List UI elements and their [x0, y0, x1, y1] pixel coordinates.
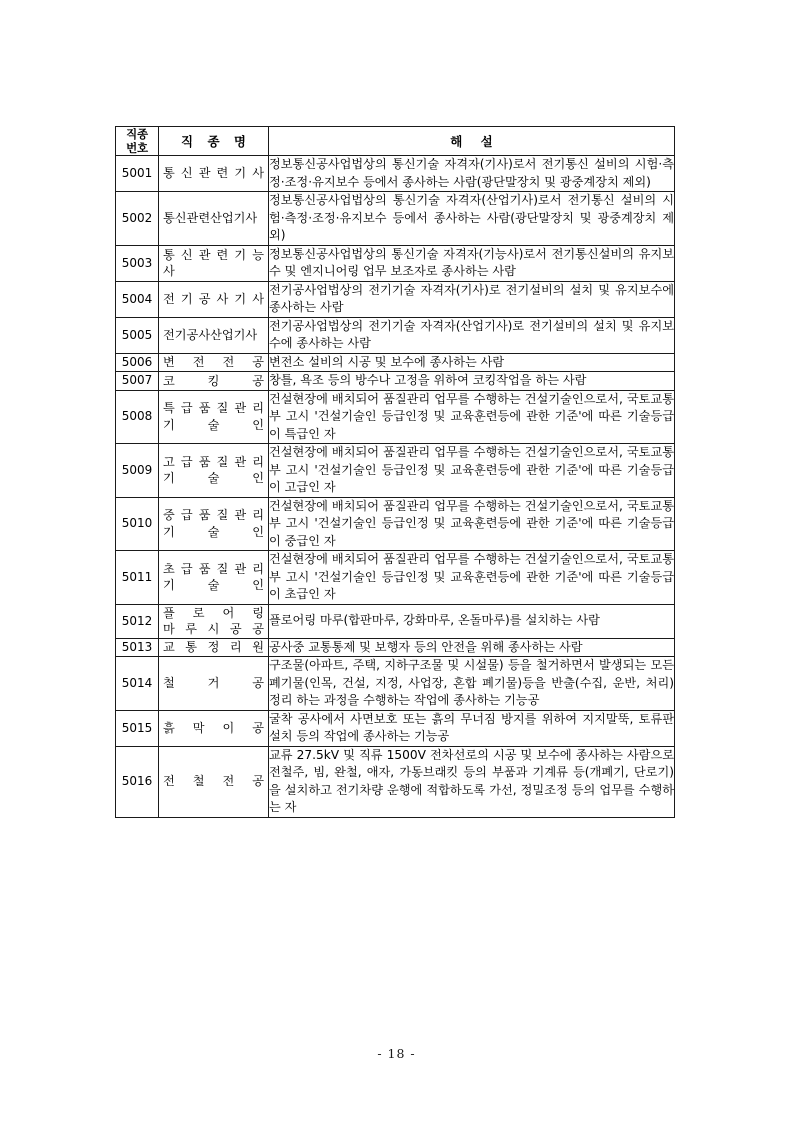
cell-job-name: [159, 317, 269, 353]
job-name-line: 통 신 관 련 기 능 사: [163, 247, 264, 278]
column-header-code: [116, 127, 159, 156]
job-name-line: 기 술 인: [163, 417, 264, 432]
cell-job-description: [269, 372, 675, 391]
job-description-text: 건설현장에 배치되어 품질관리 업무를 수행하는 건설기술인으로서, 국토교통부 고시 '건설기술인 등급인정 및 교육훈련등에 관한 기준'에 따른 기술등급이 초급인 자: [269, 552, 674, 601]
cell-job-description: [269, 638, 675, 657]
cell-job-name: [159, 245, 269, 281]
cell-job-name: [159, 497, 269, 551]
cell-job-description: [269, 497, 675, 551]
cell-job-name: [159, 372, 269, 391]
cell-job-name: [159, 710, 269, 746]
job-name-line: 흙 막 이 공: [163, 720, 264, 735]
job-name-line: 초 급 품 질 관 리: [163, 561, 264, 576]
job-name-line: 기 술 인: [163, 471, 264, 486]
job-name-line: 전 철 전 공: [163, 774, 264, 789]
cell-job-name: [159, 156, 269, 192]
job-description-text: 굴착 공사에서 사면보호 또는 흙의 무너짐 방지를 위하여 지지말뚝, 토류판 설치 등의 작업에 종사하는 기능공: [269, 711, 674, 743]
table-row: [116, 317, 675, 353]
cell-job-code: 5007: [116, 372, 159, 391]
table-header-row: [116, 127, 675, 156]
cell-job-name: [159, 444, 269, 498]
cell-job-name: [159, 192, 269, 246]
job-description-text: 플로어링 마루(합판마루, 강화마루, 온돌마루)를 설치하는 사람: [269, 613, 600, 628]
job-description-text: 정보통신공사업법상의 통신기술 자격자(산업기사)로서 전기통신 설비의 시험·측정·조정·유지보수 등에서 종사하는 사람(광단말장치 및 광중계장치 제외): [269, 193, 674, 242]
cell-job-code: 5013: [116, 638, 159, 657]
job-name-line: 통 신 관 련 기 사: [163, 166, 264, 181]
cell-job-description: [269, 604, 675, 638]
column-header-name-label: 직 종 명: [181, 133, 251, 149]
cell-job-name: [159, 657, 269, 711]
table-row: [116, 156, 675, 192]
cell-job-code: 5002: [116, 192, 159, 246]
job-name-line: 플 로 어 링: [163, 605, 264, 620]
job-description-text: 공사중 교통통제 및 보행자 등의 안전을 위해 종사하는 사람: [269, 639, 583, 654]
table-row: [116, 353, 675, 372]
table-row: [116, 638, 675, 657]
column-header-code-line1: 직종: [126, 127, 148, 141]
cell-job-code: 5009: [116, 444, 159, 498]
cell-job-description: [269, 353, 675, 372]
page-number: - 18 -: [377, 1046, 416, 1061]
cell-job-code: 5014: [116, 657, 159, 711]
table-header: [116, 127, 675, 156]
job-description-text: 구조물(아파트, 주택, 지하구조물 및 시설물) 등을 철거하면서 발생되는 모든 폐기물(인목, 건설, 지정, 사업장, 혼합 폐기물)등을 반출(수집, 운반, 처리) 정리 하는 과정을 수행하는 작업에 종사하는 기능공: [269, 658, 674, 707]
job-name-line: 교 통 정 리 원: [163, 640, 264, 654]
table-row: [116, 657, 675, 711]
table-row: [116, 281, 675, 317]
cell-job-code: 5016: [116, 746, 159, 817]
cell-job-name: [159, 551, 269, 605]
job-classification-table: [115, 126, 675, 818]
cell-job-code: 5004: [116, 281, 159, 317]
job-name-line: 변 전 전 공: [163, 355, 264, 369]
column-header-description: [269, 127, 675, 156]
cell-job-description: [269, 317, 675, 353]
table-row: [116, 444, 675, 498]
table-row: [116, 746, 675, 817]
job-description-text: 변전소 설비의 시공 및 보수에 종사하는 사람: [269, 354, 505, 369]
job-name-line: 중 급 품 질 관 리: [163, 508, 264, 523]
job-description-text: 전기공사업법상의 전기기술 자격자(산업기사)로 전기설비의 설치 및 유지보수에 종사하는 사람: [269, 318, 674, 350]
cell-job-description: [269, 657, 675, 711]
job-name-line: 기 술 인: [163, 578, 264, 593]
column-header-description-label: 해 설: [450, 133, 500, 149]
cell-job-name: [159, 281, 269, 317]
job-description-text: 정보통신공사업법상의 통신기술 자격자(기능사)로서 전기통신설비의 유지보수 및 엔지니어링 업무 보조자로 종사하는 사람: [269, 246, 674, 278]
job-description-text: 정보통신공사업법상의 통신기술 자격자(기사)로서 전기통신 설비의 시험·측정·조정·유지보수 등에서 종사하는 사람(광단말장치 및 광중계장치 제외): [269, 157, 674, 189]
cell-job-description: [269, 245, 675, 281]
job-description-text: 전기공사업법상의 전기기술 자격자(기사)로 전기설비의 설치 및 유지보수에 종사하는 사람: [269, 282, 674, 314]
cell-job-description: [269, 281, 675, 317]
cell-job-description: [269, 551, 675, 605]
table-body: [116, 156, 675, 818]
cell-job-name: [159, 390, 269, 444]
table-row: [116, 245, 675, 281]
cell-job-name: [159, 746, 269, 817]
job-name-line: 코 킹 공: [163, 373, 264, 388]
job-name-line: 고 급 품 질 관 리: [163, 454, 264, 469]
cell-job-name: [159, 353, 269, 372]
cell-job-code: 5005: [116, 317, 159, 353]
job-description-text: 창틀, 욕조 등의 방수나 고정을 위하여 코킹작업을 하는 사람: [269, 373, 587, 387]
cell-job-code: 5003: [116, 245, 159, 281]
cell-job-code: 5006: [116, 353, 159, 372]
table-row: [116, 710, 675, 746]
job-description-text: 건설현장에 배치되어 품질관리 업무를 수행하는 건설기술인으로서, 국토교통부 고시 '건설기술인 등급인정 및 교육훈련등에 관한 기준'에 따른 기술등급이 특급인 자: [269, 391, 674, 441]
job-classification-table-container: [115, 126, 674, 818]
job-name-line: 통신관련산업기사: [163, 211, 258, 225]
cell-job-description: [269, 156, 675, 192]
job-name-line: 기 술 인: [163, 524, 264, 539]
job-name-line: 철 거 공: [163, 676, 264, 690]
job-name-line: 마 루 시 공 공: [163, 622, 264, 636]
column-header-name: [159, 127, 269, 156]
cell-job-description: [269, 746, 675, 817]
cell-job-description: [269, 192, 675, 246]
cell-job-code: 5001: [116, 156, 159, 192]
job-name-line: 특 급 품 질 관 리: [163, 401, 264, 416]
cell-job-code: 5015: [116, 710, 159, 746]
table-row: [116, 604, 675, 638]
table-row: [116, 497, 675, 551]
cell-job-name: [159, 604, 269, 638]
job-name-line: 전 기 공 사 기 사: [163, 291, 264, 306]
job-description-text: 교류 27.5kV 및 직류 1500V 전차선로의 시공 및 보수에 종사하는 사람으로 전철주, 빔, 완철, 애자, 가동브래킷 등의 부품과 기계류 등(개폐기, 단로기)을 설치하고 전기차량 운행에 적합하도록 가선, 정밀조정 등의 업무를 수행하는 자: [269, 747, 674, 814]
column-header-code-line2: 번호: [126, 141, 148, 155]
cell-job-code: 5011: [116, 551, 159, 605]
cell-job-code: 5010: [116, 497, 159, 551]
table-row: [116, 551, 675, 605]
cell-job-description: [269, 444, 675, 498]
job-description-text: 건설현장에 배치되어 품질관리 업무를 수행하는 건설기술인으로서, 국토교통부 고시 '건설기술인 등급인정 및 교육훈련등에 관한 기준'에 따른 기술등급이 고급인 자: [269, 445, 674, 494]
cell-job-description: [269, 710, 675, 746]
job-description-text: 건설현장에 배치되어 품질관리 업무를 수행하는 건설기술인으로서, 국토교통부 고시 '건설기술인 등급인정 및 교육훈련등에 관한 기준'에 따른 기술등급이 중급인 자: [269, 498, 674, 548]
cell-job-name: [159, 638, 269, 657]
table-row: [116, 372, 675, 391]
table-row: [116, 390, 675, 444]
job-name-line: 전기공사산업기사: [163, 327, 258, 342]
cell-job-code: 5012: [116, 604, 159, 638]
cell-job-description: [269, 390, 675, 444]
table-row: [116, 192, 675, 246]
cell-job-code: 5008: [116, 390, 159, 444]
